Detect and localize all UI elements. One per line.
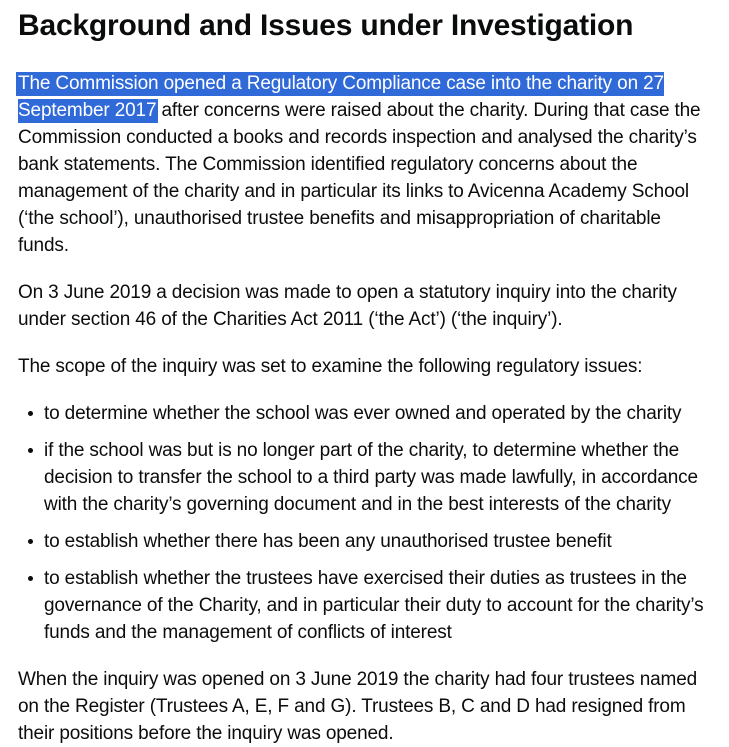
list-item xyxy=(18,528,715,555)
scope-bullet-list xyxy=(18,400,715,646)
list-item xyxy=(18,437,715,518)
list-item xyxy=(18,565,715,646)
list-item-text: if the school was but is no longer part of the charity, to determine whether the decision to transfer the school to a third party was made lawfully, in accordance with the charity’s governing document and in the best interests of the charity xyxy=(44,440,698,515)
list-item xyxy=(18,400,715,427)
page-title: Background and Issues under Investigation xyxy=(18,9,634,42)
paragraph-background-rest: after concerns were raised about the charity. During that case the Commission conducted a books and records inspection and analysed the charity’s bank statements. The Commission identified regulatory concerns about the management of the charity and in particular its links to Avicenna Academy School (‘the school’), unauthorised trustee benefits and misappropriation of charitable funds. xyxy=(18,100,701,256)
paragraph-trustees: When the inquiry was opened on 3 June 2019 the charity had four trustees named on the Register (Trustees A, E, F and G). Trustees B, C and D had resigned from their positions before the inquiry was opened. xyxy=(18,669,698,744)
list-item-text: to determine whether the school was ever owned and operated by the charity xyxy=(44,403,682,424)
list-item-text: to establish whether the trustees have exercised their duties as trustees in the governance of the Charity, and in particular their duty to account for the charity’s funds and the management of conflicts of interest xyxy=(44,568,704,643)
paragraph-background xyxy=(18,70,715,259)
selected-text-highlight: The Commission opened a Regulatory Compliance case into the charity on 27 September 2017 xyxy=(18,73,664,121)
paragraph-inquiry-opened: On 3 June 2019 a decision was made to open a statutory inquiry into the charity under section 46 of the Charities Act 2011 (‘the Act’) (‘the inquiry’). xyxy=(18,282,677,330)
paragraph-scope-intro: The scope of the inquiry was set to examine the following regulatory issues: xyxy=(18,356,643,377)
list-item-text: to establish whether there has been any unauthorised trustee benefit xyxy=(44,531,612,552)
